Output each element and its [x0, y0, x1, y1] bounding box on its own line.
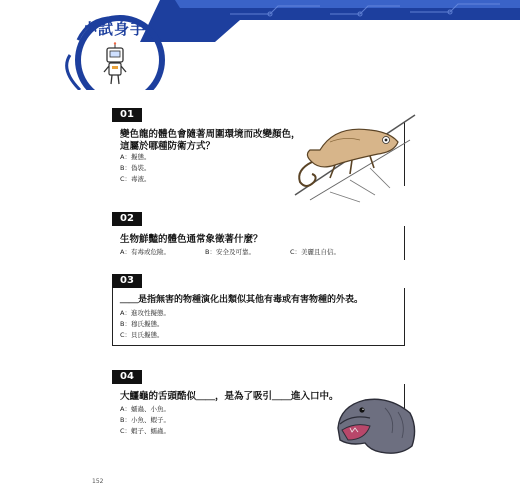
question-number-badge: 02: [112, 212, 142, 226]
question-text-line2: 這屬於哪種防衛方式？: [120, 141, 216, 152]
question-text: ＿＿是指無害的物種演化出類似其他有毒或有害物種的外表。: [120, 295, 364, 305]
option-c: C：毒液。: [120, 175, 151, 183]
option-b: B：偽裝。: [120, 164, 151, 172]
snapping-turtle-illustration: [330, 388, 420, 458]
page-number: 152: [92, 478, 104, 485]
question-text: 變色龍的體色會隨著周圍環境而改變顏色，: [120, 129, 301, 140]
option-c: C：蝦子、蠕蟲。: [120, 427, 171, 435]
question-number-badge: 01: [112, 108, 142, 122]
page-title: 小試身手: [82, 20, 147, 38]
option-a: A：進攻性擬態。: [120, 309, 170, 317]
option-b: B：小魚、蝦子。: [120, 416, 170, 424]
robot-mascot-icon: [100, 42, 130, 86]
option-a: A：有毒或危險。: [120, 248, 170, 256]
chameleon-illustration: [290, 110, 420, 205]
option-c: C：貝氏擬態。: [120, 331, 164, 339]
question-text: 生物鮮豔的體色通常象徵著什麼？: [120, 234, 263, 245]
option-c: C：美麗且自信。: [290, 248, 341, 256]
option-a: A：擬態。: [120, 153, 151, 161]
header-banner: [0, 0, 520, 90]
question-number-badge: 04: [112, 370, 142, 384]
question-number-badge: 03: [112, 274, 142, 288]
option-b: B：安全及可靠。: [205, 248, 255, 256]
question-text: 大鱷龜的舌頭酷似＿＿，是為了吸引＿＿進入口中。: [120, 391, 339, 402]
option-b: B：穆氏擬態。: [120, 320, 164, 328]
option-a: A：蠕蟲、小魚。: [120, 405, 170, 413]
